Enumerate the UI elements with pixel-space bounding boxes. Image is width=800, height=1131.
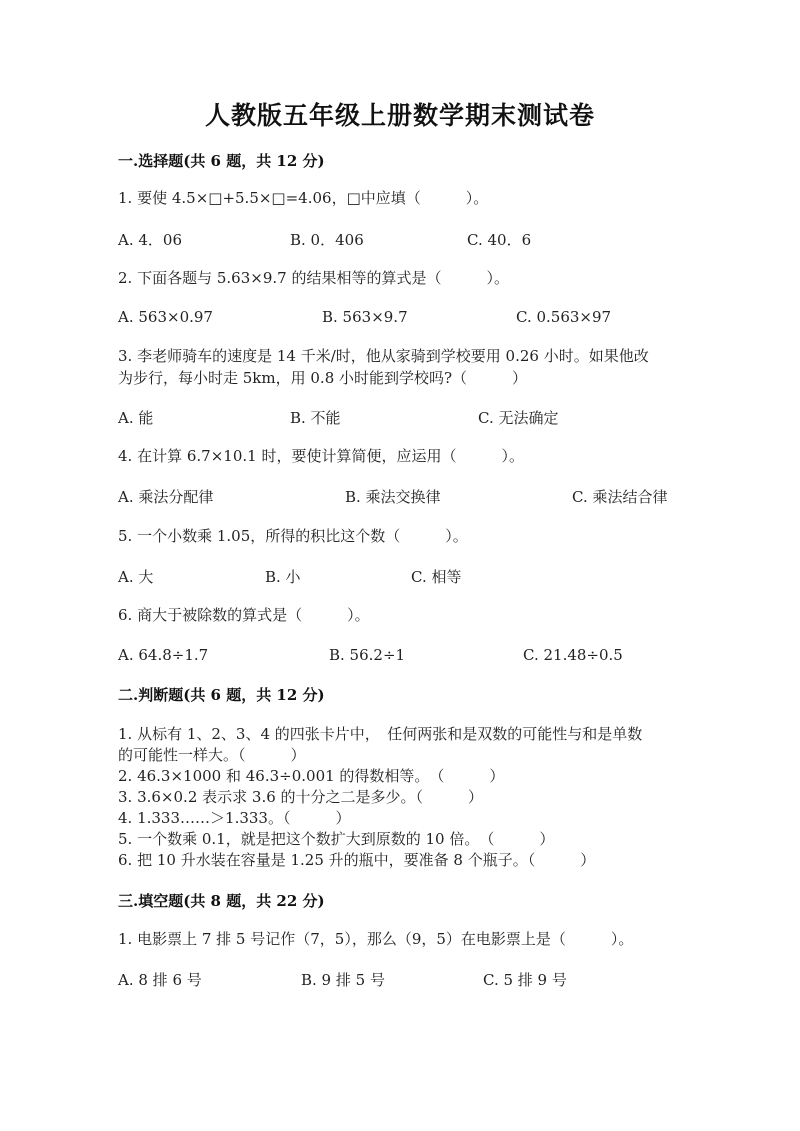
option-c: C. 乘法结合律 xyxy=(572,488,668,506)
option-b: B. 乘法交换律 xyxy=(345,488,441,506)
option-a: A. 8 排 6 号 xyxy=(118,971,202,989)
option-b: B. 0．406 xyxy=(290,231,364,249)
question-text: 4. 在计算 6.7×10.1 时，要使计算简便，应运用（ ）。 xyxy=(118,447,524,465)
statement-line: 的可能性一样大。（ ） xyxy=(118,746,306,764)
statement-line: 2. 46.3×1000 和 46.3÷0.001 的得数相等。 （ ） xyxy=(118,767,505,785)
statement-line: 4. 1.333……＞1.333。（ ） xyxy=(118,809,351,827)
option-a: A. 64.8÷1.7 xyxy=(118,646,209,664)
option-a: A. 4．06 xyxy=(118,231,182,249)
option-a: A. 能 xyxy=(118,409,154,427)
section-heading-fill: 三.填空题(共 8 题，共 22 分) xyxy=(118,892,325,910)
statement-line: 1. 从标有 1、2、3、4 的四张卡片中， 任何两张和是双数的可能性与和是单数 xyxy=(118,725,643,743)
statement-line: 6. 把 10 升水装在容量是 1.25 升的瓶中，要准备 8 个瓶子。（ ） xyxy=(118,851,596,869)
question-text: 2. 下面各题与 5.63×9.7 的结果相等的算式是（ ）。 xyxy=(118,269,509,287)
question-text-line: 为步行，每小时走 5km，用 0.8 小时能到学校吗?（ ） xyxy=(118,369,528,387)
question-text: 5. 一个小数乘 1.05，所得的积比这个数（ ）。 xyxy=(118,527,468,545)
statement-line: 5. 一个数乘 0.1，就是把这个数扩大到原数的 10 倍。 （ ） xyxy=(118,830,555,848)
option-a: A. 563×0.97 xyxy=(118,308,213,326)
option-c: C. 21.48÷0.5 xyxy=(523,646,623,664)
option-c: C. 5 排 9 号 xyxy=(483,971,567,989)
option-b: B. 小 xyxy=(265,568,301,586)
page-title: 人教版五年级上册数学期末测试卷 xyxy=(204,101,595,130)
question-text: 1. 要使 4.5×□+5.5×□=4.06，□中应填（ ）。 xyxy=(118,189,489,207)
section-heading-choice: 一.选择题(共 6 题，共 12 分) xyxy=(118,152,325,170)
option-a: A. 大 xyxy=(118,568,154,586)
question-text-line: 3. 李老师骑车的速度是 14 千米/时，他从家骑到学校要用 0.26 小时。如果他改 xyxy=(118,347,649,365)
option-b: B. 不能 xyxy=(290,409,341,427)
statement-line: 3. 3.6×0.2 表示求 3.6 的十分之二是多少。（ ） xyxy=(118,788,484,806)
option-a: A. 乘法分配律 xyxy=(118,488,214,506)
option-b: B. 9 排 5 号 xyxy=(301,971,385,989)
option-c: C. 无法确定 xyxy=(478,409,559,427)
option-b: B. 56.2÷1 xyxy=(329,646,406,664)
option-b: B. 563×9.7 xyxy=(322,308,408,326)
option-c: C. 40．6 xyxy=(467,231,532,249)
section-heading-judgment: 二.判断题(共 6 题，共 12 分) xyxy=(118,686,325,704)
question-text: 6. 商大于被除数的算式是（ ）。 xyxy=(118,606,370,624)
option-c: C. 0.563×97 xyxy=(516,308,612,326)
question-text: 1. 电影票上 7 排 5 号记作（7，5），那么（9，5）在电影票上是（ ）。 xyxy=(118,930,634,948)
option-c: C. 相等 xyxy=(411,568,462,586)
